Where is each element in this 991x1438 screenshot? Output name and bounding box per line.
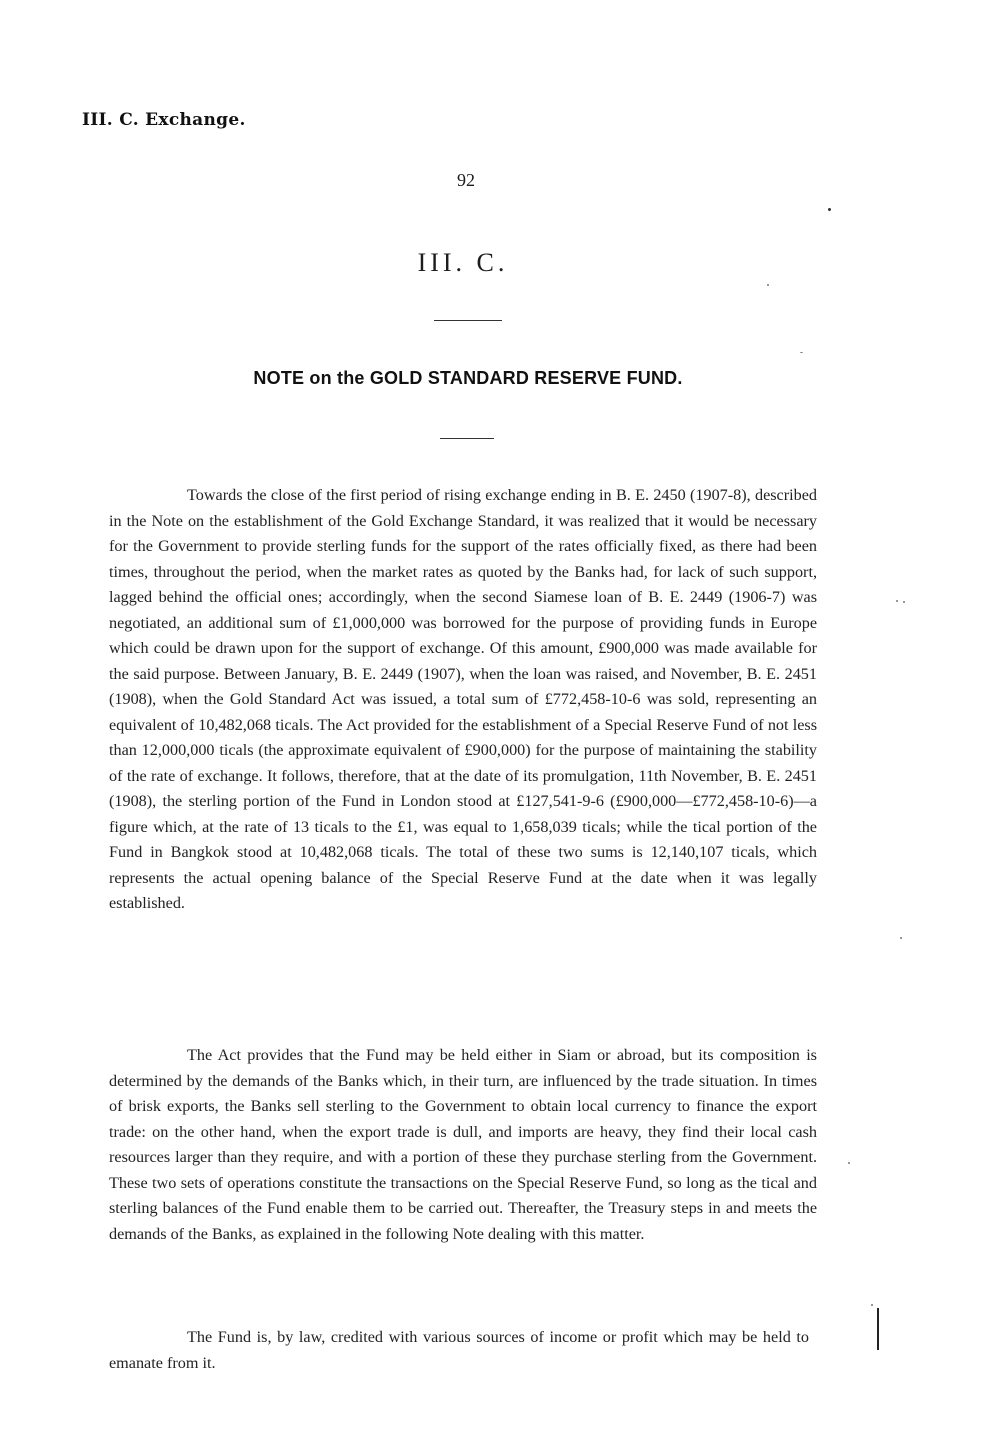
note-title: NOTE on the GOLD STANDARD RESERVE FUND. (253, 368, 683, 388)
body-paragraph: The Act provides that the Fund may be held either in Siam or abroad, but its composition is determined by the demands of the Banks which, in their turn, are influenced by the trade situation. In times of brisk exports, the Banks sell sterling to the Government to obtain local currency to finance the export trade: on the other hand, when the export trade is dull, and imports are heavy, they find their local cash resources larger than they require, and with a portion of these they purchase sterling from the Government. These two sets of operations constitute the transactions on the Special Reserve Fund, so long as the tical and sterling balances of the Fund enable them to be carried out. Thereafter, the Treasury steps in and meets the demands of the Banks, as explained in the following Note dealing with this matter. (109, 1046, 817, 1243)
running-head: III. C. Exchange. (82, 110, 246, 130)
margin-mark (877, 1308, 879, 1350)
divider-rule (440, 438, 494, 439)
body-paragraph: The Fund is, by law, credited with various sources of income or profit which may be held to emanate from it. (109, 1328, 809, 1372)
scan-speck (903, 601, 905, 603)
scan-speck (900, 937, 902, 939)
scan-speck (800, 352, 803, 353)
scan-speck (848, 1162, 850, 1164)
scan-speck (767, 284, 769, 286)
divider-rule (434, 320, 502, 321)
scan-speck (828, 208, 831, 211)
page-number: 92 (457, 170, 475, 190)
section-heading: III. C. (417, 248, 509, 277)
scan-speck (896, 600, 898, 602)
scan-speck (871, 1304, 873, 1306)
body-paragraph: Towards the close of the first period of rising exchange ending in B. E. 2450 (1907-8), described in the Note on the establishment of the Gold Exchange Standard, it was realized that it would be necessary for the Government to provide sterling funds for the support of the rates officially fixed, as there had been times, throughout the period, when the market rates as quoted by the Banks had, for lack of such support, lagged behind the official ones; accordingly, when the second Siamese loan of B. E. 2449 (1906-7) was negotiated, an additional sum of £1,000,000 was borrowed for the purpose of providing funds in Europe which could be drawn upon for the support of exchange. Of this amount, £900,000 was made available for the said purpose. Between January, B. E. 2449 (1907), when the loan was raised, and November, B. E. 2451 (1908), when the Gold Standard Act was issued, a total sum of £772,458-10-6 was sold, representing an equivalent of 10,482,068 ticals. The Act provided for the establishment of a Special Reserve Fund of not less than 12,000,000 ticals (the approximate equivalent of £900,000) for the purpose of maintaining the stability of the rate of exchange. It follows, therefore, that at the date of its promulgation, 11th November, B. E. 2451 (1908), the sterling portion of the Fund in London stood at £127,541-9-6 (£900,000—£772,458-10-6)—a figure which, at the rate of 13 ticals to the £1, was equal to 1,658,039 ticals; while the tical portion of the Fund in Bangkok stood at 10,482,068 ticals. The total of these two sums is 12,140,107 ticals, which represents the actual opening balance of the Special Reserve Fund at the date when it was legally established. (109, 486, 817, 912)
